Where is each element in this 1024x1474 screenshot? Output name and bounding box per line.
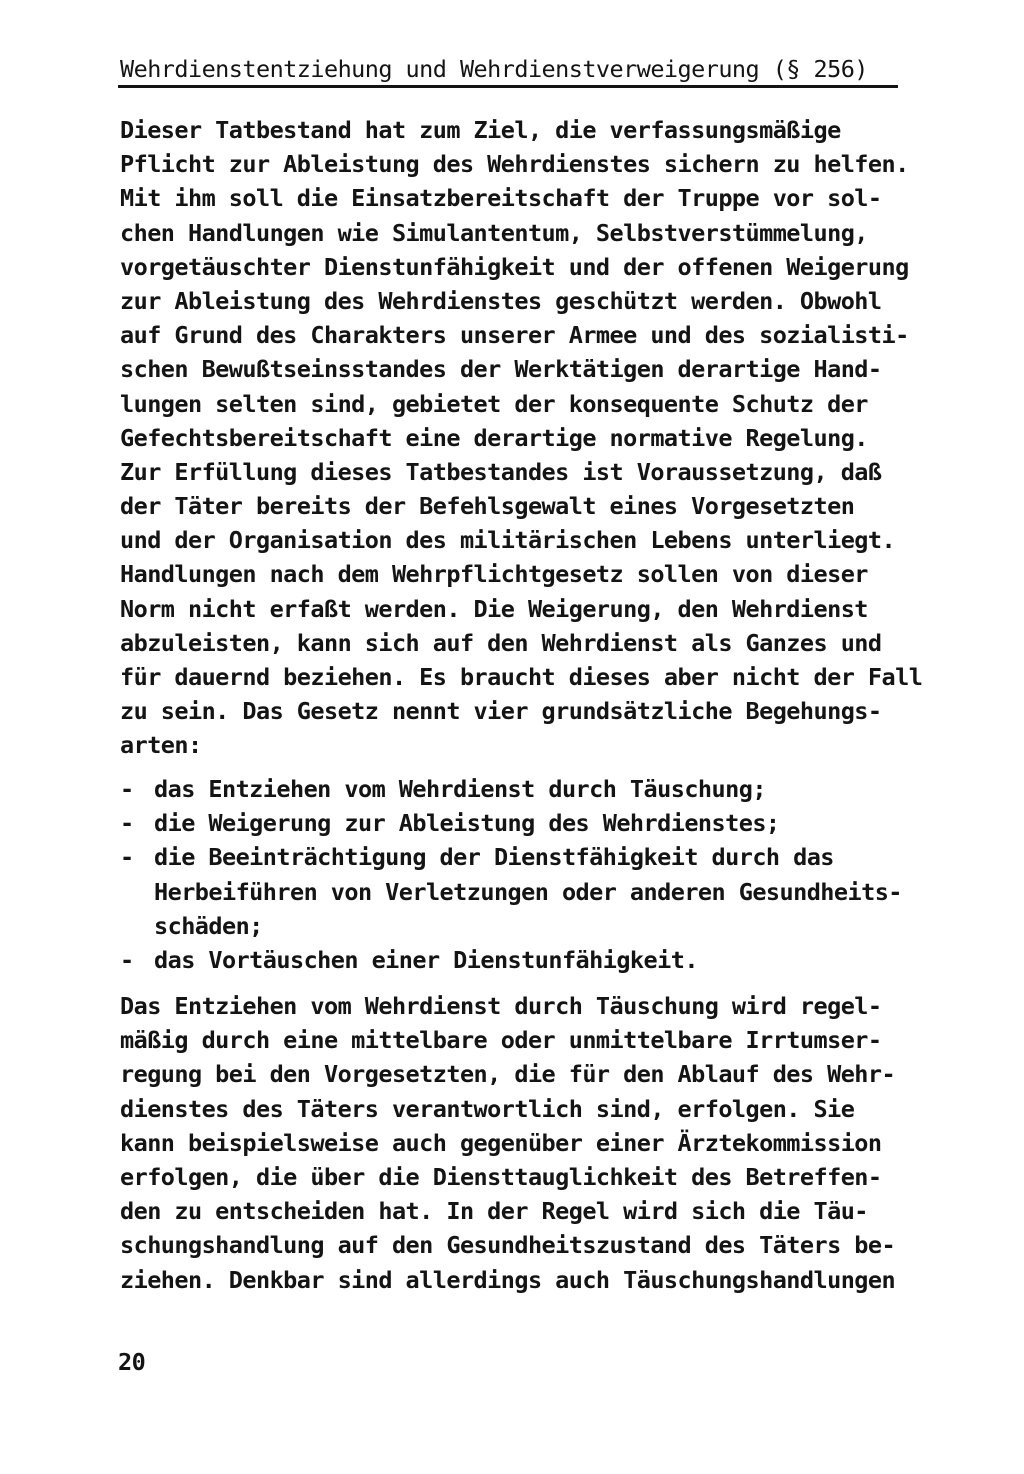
text-line: lungen selten sind, gebietet der konsequente Schutz der bbox=[120, 389, 868, 418]
list-dash: - bbox=[120, 843, 134, 872]
text-line: schungshandlung auf den Gesundheitszustand des Täters be- bbox=[120, 1231, 896, 1260]
list-item-text: Herbeiführen von Verletzungen oder anderen Gesundheits- bbox=[154, 877, 902, 906]
text-line: auf Grund des Charakters unserer Armee und des sozialisti- bbox=[120, 321, 909, 350]
text-line: den zu entscheiden hat. In der Regel wird sich die Täu- bbox=[120, 1197, 868, 1226]
text-line: vorgetäuschter Dienstunfähigkeit und der offenen Weigerung bbox=[120, 252, 909, 281]
page-number: 20 bbox=[118, 1348, 146, 1376]
paragraph-1 bbox=[120, 113, 980, 763]
section-heading: Wehrdienstentziehung und Wehrdienstverweigerung (§ 256) bbox=[120, 55, 868, 83]
list-dash: - bbox=[120, 775, 134, 803]
text-line: zu sein. Das Gesetz nennt vier grundsätzliche Begehungs- bbox=[120, 697, 882, 726]
offense-types-list bbox=[120, 772, 980, 977]
list-item-text: die Beeinträchtigung der Dienstfähigkeit durch das bbox=[154, 843, 834, 872]
text-line: der Täter bereits der Befehlsgewalt eines Vorgesetzten bbox=[120, 492, 855, 521]
list-item bbox=[120, 943, 980, 977]
heading-underline bbox=[118, 85, 898, 88]
paragraph-2 bbox=[120, 989, 980, 1297]
text-line: Dieser Tatbestand hat zum Ziel, die verfassungsmäßige bbox=[120, 116, 841, 144]
text-line: Pflicht zur Ableistung des Wehrdienstes sichern zu helfen. bbox=[120, 150, 909, 179]
list-dash: - bbox=[120, 945, 134, 974]
list-item bbox=[120, 840, 980, 943]
list-item-text: die Weigerung zur Ableistung des Wehrdienstes; bbox=[154, 809, 780, 838]
text-line: Gefechtsbereitschaft eine derartige normative Regelung. bbox=[120, 423, 868, 452]
text-line: ziehen. Denkbar sind allerdings auch Täuschungshandlungen bbox=[120, 1265, 896, 1294]
list-item-text: schäden; bbox=[154, 911, 263, 940]
text-line: Zur Erfüllung dieses Tatbestandes ist Voraussetzung, daß bbox=[120, 457, 882, 486]
text-line: kann beispielsweise auch gegenüber einer Ärztekommission bbox=[120, 1128, 882, 1157]
list-item bbox=[120, 806, 980, 840]
text-line: Norm nicht erfaßt werden. Die Weigerung, den Wehrdienst bbox=[120, 594, 868, 623]
text-line: dienstes des Täters verantwortlich sind, erfolgen. Sie bbox=[120, 1094, 855, 1123]
text-line: chen Handlungen wie Simulantentum, Selbstverstümmelung, bbox=[120, 218, 868, 247]
text-line: für dauernd beziehen. Es braucht dieses aber nicht der Fall bbox=[120, 663, 923, 691]
text-line: zur Ableistung des Wehrdienstes geschützt werden. Obwohl bbox=[120, 286, 882, 315]
text-line: arten: bbox=[120, 731, 202, 760]
text-line: Das Entziehen vom Wehrdienst durch Täuschung wird regel- bbox=[120, 992, 882, 1020]
list-item-text: das Entziehen vom Wehrdienst durch Täuschung; bbox=[154, 775, 766, 803]
text-line: abzuleisten, kann sich auf den Wehrdienst als Ganzes und bbox=[120, 628, 882, 657]
list-dash: - bbox=[120, 809, 134, 838]
text-line: mäßig durch eine mittelbare oder unmittelbare Irrtumser- bbox=[120, 1026, 882, 1055]
text-line: regung bei den Vorgesetzten, die für den Ablauf des Wehr- bbox=[120, 1060, 896, 1089]
list-item-text: das Vortäuschen einer Dienstunfähigkeit. bbox=[154, 945, 698, 974]
text-line: Handlungen nach dem Wehrpflichtgesetz sollen von dieser bbox=[120, 560, 868, 589]
text-line: Mit ihm soll die Einsatzbereitschaft der Truppe vor sol- bbox=[120, 184, 882, 213]
text-line: erfolgen, die über die Diensttauglichkeit des Betreffen- bbox=[120, 1162, 882, 1191]
text-line: schen Bewußtseinsstandes der Werktätigen derartige Hand- bbox=[120, 355, 882, 384]
list-item bbox=[120, 772, 980, 806]
text-line: und der Organisation des militärischen Lebens unterliegt. bbox=[120, 526, 896, 555]
